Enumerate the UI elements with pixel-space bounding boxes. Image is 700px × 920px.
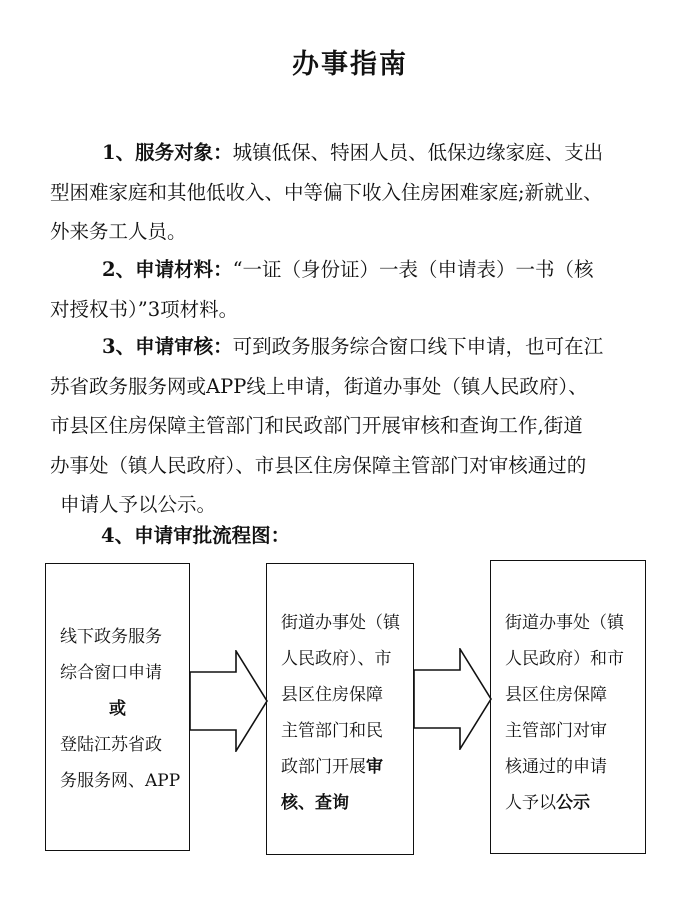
flow-text: 登陆江苏省政 <box>60 735 162 755</box>
section-line: 型困难家庭和其他低收入、中等偏下收入住房困难家庭;新就业、 <box>50 180 603 204</box>
flow-arrow-right-icon <box>413 648 493 750</box>
flow-text: 县区住房保障 <box>281 685 383 705</box>
flow-step-apply <box>45 563 190 851</box>
flow-text-bold: 核、查询 <box>281 793 349 813</box>
flow-text: 人民政府）和市 <box>505 649 624 669</box>
flow-text: 人民政府）、市 <box>281 649 392 669</box>
section-lead: 1、服务对象： <box>102 141 233 164</box>
section-line: 对授权书）”3项材料。 <box>50 297 239 321</box>
section-lead: 2、申请材料： <box>102 258 233 281</box>
section-line: 苏省政务服务网或APP线上申请，街道办事处（镇人民政府）、 <box>50 374 588 398</box>
flow-text: 街道办事处（镇 <box>281 613 400 633</box>
flow-text: 政部门开展 <box>281 757 366 777</box>
flow-text: 务服务网、APP <box>60 771 181 791</box>
flow-step-review <box>266 563 414 855</box>
flow-text: 综合窗口申请 <box>60 663 162 683</box>
section-text: “一证（身份证）一表（申请表）一书（核 <box>232 258 594 281</box>
section-service-target <box>50 133 650 252</box>
section-text: 可到政务服务综合窗口线下申请，也可在江 <box>232 335 604 358</box>
section-line <box>50 250 650 290</box>
flow-arrow-right-icon <box>189 650 269 752</box>
section-line: 申请人予以公示。 <box>60 493 217 516</box>
flow-text: 县区住房保障 <box>505 685 607 705</box>
flow-text: 线下政务服务 <box>60 627 162 647</box>
flowchart-title: 4、申请审批流程图： <box>101 524 291 547</box>
flow-text: 核通过的申请 <box>505 757 607 777</box>
page-title: 办事指南 <box>292 49 408 80</box>
flow-text: 人予以 <box>505 793 556 813</box>
section-application-review <box>50 327 650 525</box>
section-line <box>50 133 650 173</box>
section-line: 办事处（镇人民政府）、市县区住房保障主管部门对审核通过的 <box>50 453 587 477</box>
flow-text-bold: 审 <box>366 757 383 777</box>
section-lead: 3、申请审核： <box>102 335 233 358</box>
section-line <box>50 327 650 367</box>
section-line: 市县区住房保障主管部门和民政部门开展审核和查询工作,街道 <box>50 414 583 437</box>
flow-text: 街道办事处（镇 <box>505 613 624 633</box>
flow-text-line <box>505 785 637 821</box>
flow-text-bold: 公示 <box>556 793 590 813</box>
section-line: 外来务工人员。 <box>50 220 187 243</box>
flow-or-text: 或 <box>109 699 126 719</box>
flow-step-publicize <box>490 560 646 854</box>
flow-text-line <box>281 749 405 785</box>
flow-text: 主管部门对审 <box>505 721 607 741</box>
section-application-materials <box>50 250 650 329</box>
section-text: 城镇低保、特困人员、低保边缘家庭、支出 <box>232 141 604 164</box>
flow-text: 主管部门和民 <box>281 721 383 741</box>
